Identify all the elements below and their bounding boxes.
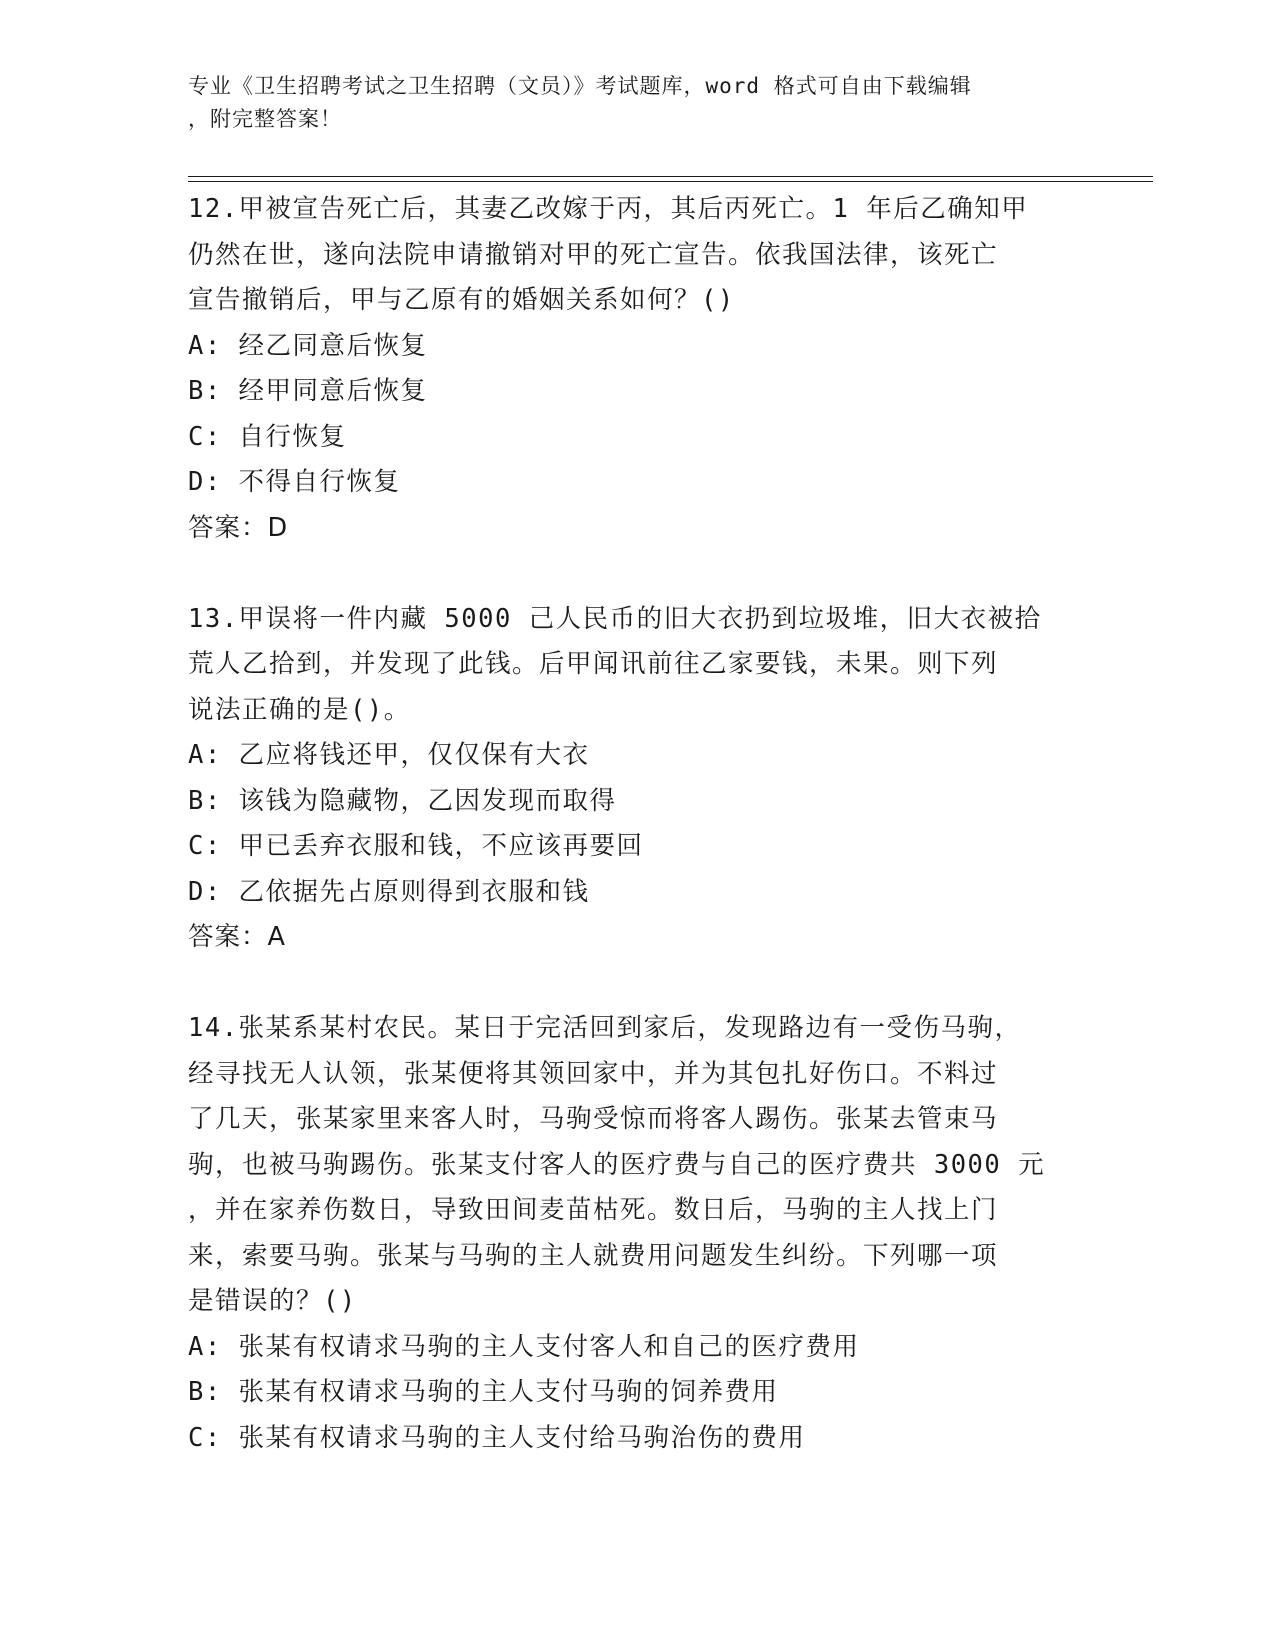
question-stem-line: 是错误的？() — [188, 1286, 357, 1316]
header-divider-top — [188, 176, 1153, 177]
question-stem-line: 经寻找无人认领，张某便将其领回家中，并为其包扎好伤口。不料过 — [188, 1058, 999, 1089]
question-stem-line: 14.张某系某村农民。某日于完活回到家后，发现路边有一受伤马驹， — [188, 1013, 1022, 1043]
question-stem-line: 说法正确的是()。 — [188, 694, 411, 725]
question-stem-line: 12.甲被宣告死亡后，其妻乙改嫁于丙，其后丙死亡。1 年后乙确知甲 — [188, 194, 1029, 224]
answer: 答案：D — [188, 512, 289, 543]
option-a: A: 乙应将钱还甲，仅仅保有大衣 — [188, 740, 590, 770]
option-c: C: 张某有权请求马驹的主人支付给马驹治伤的费用 — [188, 1422, 806, 1453]
option-c: C: 甲已丢弃衣服和钱，不应该再要回 — [188, 831, 644, 861]
question-12 — [188, 187, 1093, 551]
question-stem-line: 宣告撤销后，甲与乙原有的婚姻关系如何？() — [188, 285, 735, 315]
question-stem-line: 来，索要马驹。张某与马驹的主人就费用问题发生纠纷。下列哪一项 — [188, 1240, 999, 1271]
option-b: B: 经甲同意后恢复 — [188, 376, 428, 406]
answer: 答案：A — [188, 922, 286, 952]
question-stem-line: 仍然在世，遂向法院申请撤销对甲的死亡宣告。依我国法律，该死亡 — [188, 239, 999, 270]
option-d: D: 不得自行恢复 — [188, 467, 401, 497]
option-a: A: 经乙同意后恢复 — [188, 330, 428, 361]
question-14 — [188, 1006, 1093, 1461]
question-stem-line: 13.甲误将一件内藏 5000 己人民币的旧大衣扔到垃圾堆，旧大衣被拾 — [188, 603, 1042, 634]
question-stem-line: 荒人乙拾到，并发现了此钱。后甲闻讯前往乙家要钱，未果。则下列 — [188, 649, 999, 679]
option-c: C: 自行恢复 — [188, 421, 347, 452]
option-d: D: 乙依据先占原则得到衣服和钱 — [188, 876, 590, 907]
question-stem-line: 驹，也被马驹踢伤。张某支付客人的医疗费与自己的医疗费共 3000 元 — [188, 1149, 1046, 1180]
header-divider-bottom — [188, 181, 1153, 182]
option-b: B: 该钱为隐藏物，乙因发现而取得 — [188, 785, 617, 816]
question-list — [188, 187, 1093, 1507]
question-13 — [188, 597, 1093, 961]
option-b: B: 张某有权请求马驹的主人支付马驹的饲养费用 — [188, 1377, 779, 1407]
question-stem-line: ，并在家养伤数日，导致田间麦苗枯死。数日后，马驹的主人找上门 — [188, 1195, 999, 1225]
question-stem-line: 了几天，张某家里来客人时，马驹受惊而将客人踢伤。张某去管束马 — [188, 1104, 999, 1134]
header-line-1: 专业《卫生招聘考试之卫生招聘（文员）》考试题库，word 格式可自由下载编辑 — [188, 74, 972, 98]
option-a: A: 张某有权请求马驹的主人支付客人和自己的医疗费用 — [188, 1331, 860, 1362]
document-header — [188, 70, 1088, 136]
header-line-2: ，附完整答案！ — [188, 107, 342, 131]
